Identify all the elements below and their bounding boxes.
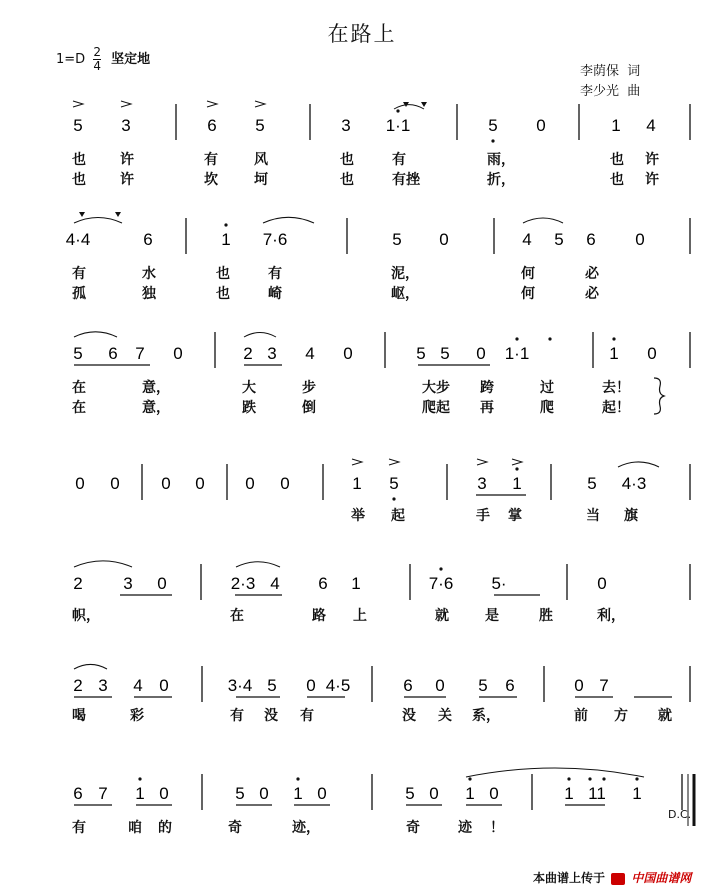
slur-arc bbox=[236, 562, 280, 567]
lyric-line2-word: 独 bbox=[142, 286, 156, 302]
note: 0 bbox=[574, 676, 584, 695]
tenuto-mark bbox=[79, 212, 85, 217]
accent-mark bbox=[121, 101, 131, 107]
lyric-line1-word: 路 bbox=[312, 608, 326, 624]
note: 0 bbox=[476, 344, 486, 363]
octave-dot-above bbox=[515, 337, 518, 340]
slur-arc bbox=[523, 218, 563, 223]
lyric-line1-word: 在 bbox=[230, 608, 244, 624]
lyric-line1-word: 方 bbox=[614, 708, 628, 724]
note: 0 bbox=[161, 474, 171, 493]
lyric-line1-word: 有 bbox=[268, 266, 282, 282]
slur-arc bbox=[74, 332, 117, 337]
lyric-line1-word: 大 bbox=[242, 380, 256, 396]
lyric-line1-word: 帜， bbox=[72, 608, 100, 624]
lyric-line1-word: 奇 bbox=[406, 820, 420, 836]
tenuto-mark bbox=[115, 212, 121, 217]
composer-credit: 李少光 曲 bbox=[580, 84, 641, 99]
note: 0 bbox=[343, 344, 353, 363]
note: 1 bbox=[609, 344, 619, 363]
accent-mark bbox=[389, 459, 399, 465]
octave-dot-above bbox=[567, 777, 570, 780]
note: 0 bbox=[259, 784, 269, 803]
slur-arc bbox=[74, 664, 107, 669]
octave-dot-above bbox=[396, 109, 399, 112]
lyric-line1-word: 有 bbox=[300, 708, 314, 724]
note: 1 bbox=[611, 116, 621, 135]
note: 0 bbox=[597, 574, 607, 593]
lyric-line1-word: 起 bbox=[391, 508, 405, 524]
lyric-line2-word: 有挫 bbox=[392, 172, 420, 188]
lyric-line2-word: 在 bbox=[72, 400, 86, 416]
site-logo-icon bbox=[611, 873, 625, 885]
lyric-line1-word: 何 bbox=[521, 266, 535, 282]
note: 3 bbox=[98, 676, 108, 695]
time-sig-top: 2 bbox=[93, 45, 101, 59]
lyric-line1-word: 旗 bbox=[624, 508, 638, 524]
lyric-line1-word: 跨 bbox=[480, 380, 494, 396]
note: 2 bbox=[73, 676, 83, 695]
accent-mark bbox=[255, 101, 265, 107]
note: 5· bbox=[491, 574, 507, 593]
lyric-line1-word: 有 bbox=[72, 820, 86, 836]
dc-mark: D.C. bbox=[668, 808, 692, 821]
lyric-line2-word: 孤 bbox=[72, 286, 86, 302]
note: 3 bbox=[341, 116, 351, 135]
lyric-line1-word: 喝 bbox=[72, 708, 86, 724]
note: 0 bbox=[173, 344, 183, 363]
lyric-line1-word: 胜 bbox=[539, 608, 553, 624]
note: 1 bbox=[351, 574, 361, 593]
note: 5 bbox=[440, 344, 450, 363]
note: 1 bbox=[632, 784, 642, 803]
note: 2 bbox=[243, 344, 253, 363]
note: 3·4 bbox=[227, 676, 253, 695]
note: 2 bbox=[73, 574, 83, 593]
note: 5 bbox=[389, 474, 399, 493]
note: 4·3 bbox=[621, 474, 647, 493]
note: 5 bbox=[392, 230, 402, 249]
lyric-line1-word: 也 bbox=[72, 152, 86, 168]
lyric-line1-word: 的 bbox=[158, 820, 172, 836]
lyric-line2-word: 爬 bbox=[540, 400, 554, 416]
lyric-line1-word: 上 bbox=[353, 608, 367, 624]
lyric-line1-word: 手 bbox=[476, 508, 490, 524]
note: 0 bbox=[159, 676, 169, 695]
slur-arc bbox=[74, 218, 122, 224]
lyric-line2-word: 跌 bbox=[242, 400, 256, 416]
lyric-line1-word: 是 bbox=[485, 608, 499, 624]
lyric-line2-word: 也 bbox=[216, 286, 230, 302]
lyric-line2-word: 坎 bbox=[204, 172, 218, 188]
lyric-line1-word: 前 bbox=[574, 708, 588, 724]
note: 4 bbox=[646, 116, 656, 135]
footer-site: 中国曲谱网 bbox=[631, 871, 692, 885]
note: 1 bbox=[221, 230, 231, 249]
octave-dot-above bbox=[588, 777, 591, 780]
note: 4 bbox=[305, 344, 315, 363]
tenuto-mark bbox=[421, 102, 427, 107]
note: 5 bbox=[267, 676, 277, 695]
slur-arc bbox=[263, 217, 314, 223]
octave-dot-below bbox=[491, 139, 494, 142]
note: 5 bbox=[488, 116, 498, 135]
lyric-line2-word: 也 bbox=[610, 172, 624, 188]
lyric-line1-word: 关 bbox=[438, 708, 452, 724]
slur-arc bbox=[466, 768, 644, 777]
lyric-line1-word: 在 bbox=[72, 380, 86, 396]
lyric-line2-word: 折， bbox=[487, 172, 515, 188]
lyric-line1-word: 没 bbox=[402, 708, 416, 724]
lyric-line1-word: 也 bbox=[610, 152, 624, 168]
key-label: 1=D bbox=[56, 52, 86, 67]
note: 0 bbox=[435, 676, 445, 695]
note: 5 bbox=[235, 784, 245, 803]
lyric-line1-word: 咱 bbox=[128, 820, 142, 836]
lyric-line2-word: 许 bbox=[120, 172, 134, 188]
lyric-line1-word: 去！ bbox=[602, 380, 630, 396]
note: 1 bbox=[135, 784, 145, 803]
note: 6 bbox=[403, 676, 413, 695]
note: 0 bbox=[489, 784, 499, 803]
note: 6 bbox=[586, 230, 596, 249]
note: 6 bbox=[505, 676, 515, 695]
note: 3 bbox=[267, 344, 277, 363]
note: 3 bbox=[121, 116, 131, 135]
lyric-line1-word: 没 bbox=[264, 708, 278, 724]
lyric-line1-word: 利， bbox=[597, 608, 625, 624]
note: 0 bbox=[245, 474, 255, 493]
lyric-line1-word: 必 bbox=[585, 266, 599, 282]
lyric-line1-word: 大步 bbox=[422, 380, 450, 396]
note: 1 bbox=[564, 784, 574, 803]
note: 5 bbox=[73, 116, 83, 135]
octave-dot-above bbox=[548, 337, 551, 340]
note: 5 bbox=[587, 474, 597, 493]
note: 0 bbox=[75, 474, 85, 493]
lyric-line1-word: 水 bbox=[142, 266, 156, 282]
lyric-line1-word: 有 bbox=[72, 266, 86, 282]
note: 5 bbox=[255, 116, 265, 135]
accent-mark bbox=[352, 459, 362, 465]
note: 0 bbox=[110, 474, 120, 493]
lyric-line1-word: 当 bbox=[586, 508, 600, 524]
note: 11 bbox=[588, 784, 606, 803]
note: 0 bbox=[536, 116, 546, 135]
lyric-line2-word: 起！ bbox=[602, 400, 630, 416]
lyric-line1-word: 就 bbox=[435, 608, 449, 624]
note: 4·5 bbox=[325, 676, 351, 695]
note: 7·6 bbox=[262, 230, 288, 249]
lyric-line2-word: 必 bbox=[585, 286, 599, 302]
note: 6 bbox=[108, 344, 118, 363]
lyric-line1-word: ！ bbox=[490, 820, 504, 836]
note: 0 bbox=[159, 784, 169, 803]
note: 0 bbox=[635, 230, 645, 249]
brace-mark bbox=[654, 378, 664, 414]
accent-mark bbox=[512, 459, 522, 465]
note: 7 bbox=[135, 344, 145, 363]
note: 0 bbox=[317, 784, 327, 803]
lyric-line1-word: 彩 bbox=[130, 708, 144, 724]
octave-dot-above bbox=[296, 777, 299, 780]
note: 4 bbox=[270, 574, 280, 593]
lyric-line2-word: 也 bbox=[340, 172, 354, 188]
lyric-line1-word: 过 bbox=[540, 380, 554, 396]
note: 1 bbox=[512, 474, 522, 493]
octave-dot-above bbox=[635, 777, 638, 780]
lyric-line1-word: 就 bbox=[658, 708, 672, 724]
footer-credit bbox=[533, 869, 691, 886]
note: 7 bbox=[599, 676, 609, 695]
lyric-line1-word: 也 bbox=[340, 152, 354, 168]
lyric-line1-word: 步 bbox=[302, 380, 316, 396]
lyric-line1-word: 意， bbox=[142, 380, 170, 396]
note: 0 bbox=[429, 784, 439, 803]
lyric-line2-word: 坷 bbox=[254, 172, 268, 188]
lyric-line1-word: 奇 bbox=[228, 820, 242, 836]
note: 3 bbox=[477, 474, 487, 493]
slur-arc bbox=[74, 561, 132, 567]
lyric-line1-word: 风 bbox=[254, 152, 268, 168]
lyric-line2-word: 倒 bbox=[302, 400, 316, 416]
note: 5 bbox=[405, 784, 415, 803]
note: 6 bbox=[318, 574, 328, 593]
octave-dot-above bbox=[138, 777, 141, 780]
slur-arc bbox=[244, 333, 276, 338]
lyric-line1-word: 迹 bbox=[458, 820, 472, 836]
time-sig-bottom: 4 bbox=[93, 59, 101, 73]
song-title: 在路上 bbox=[327, 22, 397, 46]
lyric-line1-word: 迹， bbox=[292, 820, 320, 836]
lyric-line2-word: 也 bbox=[72, 172, 86, 188]
lyric-line2-word: 许 bbox=[645, 172, 659, 188]
lyricist-credit: 李荫保 词 bbox=[580, 64, 641, 79]
note: 5 bbox=[478, 676, 488, 695]
note: 6 bbox=[207, 116, 217, 135]
note: 5 bbox=[73, 344, 83, 363]
octave-dot-above bbox=[612, 337, 615, 340]
lyric-line1-word: 有 bbox=[230, 708, 244, 724]
note: 1 bbox=[293, 784, 303, 803]
octave-dot-above bbox=[439, 567, 442, 570]
note: 1·1 bbox=[385, 116, 411, 135]
lyric-line1-word: 有 bbox=[204, 152, 218, 168]
lyric-line2-word: 意， bbox=[142, 400, 170, 416]
note: 4 bbox=[133, 676, 143, 695]
slur-arc bbox=[394, 105, 424, 109]
note: 6 bbox=[73, 784, 83, 803]
accent-mark bbox=[73, 101, 83, 107]
note: 4 bbox=[522, 230, 532, 249]
lyric-line1-word: 也 bbox=[216, 266, 230, 282]
lyric-line1-word: 雨， bbox=[487, 152, 515, 168]
note: 0 bbox=[195, 474, 205, 493]
lyric-line2-word: 何 bbox=[521, 286, 535, 302]
lyric-line2-word: 再 bbox=[480, 400, 494, 416]
note: 1 bbox=[352, 474, 362, 493]
note: 1·1 bbox=[504, 344, 530, 363]
note: 6 bbox=[143, 230, 153, 249]
octave-dot-above bbox=[515, 467, 518, 470]
octave-dot-above bbox=[602, 777, 605, 780]
note: 3 bbox=[123, 574, 133, 593]
note: 7·6 bbox=[428, 574, 454, 593]
note: 0 bbox=[280, 474, 290, 493]
lyric-line2-word: 岖， bbox=[391, 286, 419, 302]
lyric-line1-word: 有 bbox=[392, 152, 406, 168]
lyric-line1-word: 许 bbox=[120, 152, 134, 168]
octave-dot-above bbox=[224, 223, 227, 226]
footer-prefix: 本曲谱上传于 bbox=[533, 871, 606, 885]
lyric-line1-word: 许 bbox=[645, 152, 659, 168]
lyric-line1-word: 泥， bbox=[391, 266, 419, 282]
accent-mark bbox=[477, 459, 487, 465]
lyric-line1-word: 举 bbox=[351, 508, 365, 524]
note: 0 bbox=[647, 344, 657, 363]
note: 5 bbox=[416, 344, 426, 363]
note: 0 bbox=[157, 574, 167, 593]
octave-dot-above bbox=[468, 777, 471, 780]
lyric-line1-word: 系， bbox=[472, 708, 500, 724]
accent-mark bbox=[207, 101, 217, 107]
note: 7 bbox=[98, 784, 108, 803]
octave-dot-below bbox=[392, 497, 395, 500]
lyric-line2-word: 崎 bbox=[268, 286, 282, 302]
tempo-marking: 坚定地 bbox=[111, 52, 151, 67]
note: 0 bbox=[306, 676, 316, 695]
note: 0 bbox=[439, 230, 449, 249]
slur-arc bbox=[618, 462, 659, 467]
lyric-line1-word: 掌 bbox=[508, 508, 522, 524]
note: 4·4 bbox=[65, 230, 91, 249]
lyric-line2-word: 爬起 bbox=[422, 400, 450, 416]
note: 1 bbox=[465, 784, 475, 803]
note: 2·3 bbox=[230, 574, 256, 593]
note: 5 bbox=[554, 230, 564, 249]
